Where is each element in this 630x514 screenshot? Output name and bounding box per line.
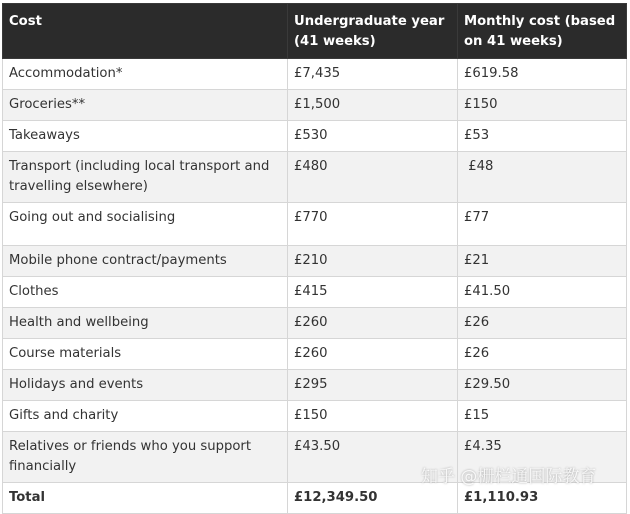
cost-cell: Holidays and events bbox=[3, 370, 288, 401]
year-cell: £295 bbox=[288, 370, 458, 401]
month-cell: £48 bbox=[458, 152, 627, 203]
cost-cell: Course materials bbox=[3, 339, 288, 370]
year-cell: £415 bbox=[288, 277, 458, 308]
month-cell: £15 bbox=[458, 401, 627, 432]
cost-cell: Takeaways bbox=[3, 121, 288, 152]
table-row bbox=[3, 277, 627, 308]
year-cell: £530 bbox=[288, 121, 458, 152]
year-cell: £7,435 bbox=[288, 59, 458, 90]
table-row bbox=[3, 401, 627, 432]
total-label: Total bbox=[3, 483, 288, 514]
year-cell: £770 bbox=[288, 203, 458, 246]
total-year-value: £12,349.50 bbox=[288, 483, 458, 514]
month-cell: £150 bbox=[458, 90, 627, 121]
year-cell: £43.50 bbox=[288, 432, 458, 483]
cost-cell: Gifts and charity bbox=[3, 401, 288, 432]
cost-cell: Relatives or friends who you support financially bbox=[3, 432, 288, 483]
table-row bbox=[3, 308, 627, 339]
table-header-row bbox=[3, 4, 627, 59]
year-cell: £480 bbox=[288, 152, 458, 203]
month-cell: £21 bbox=[458, 246, 627, 277]
table-row bbox=[3, 370, 627, 401]
cost-cell: Clothes bbox=[3, 277, 288, 308]
table-row bbox=[3, 121, 627, 152]
table-row bbox=[3, 59, 627, 90]
table-row bbox=[3, 152, 627, 203]
month-cell: £619.58 bbox=[458, 59, 627, 90]
year-cell: £210 bbox=[288, 246, 458, 277]
cost-cell: Going out and socialising bbox=[3, 203, 288, 246]
month-cell: £26 bbox=[458, 339, 627, 370]
header-cost: Cost bbox=[3, 4, 288, 59]
total-row bbox=[3, 483, 627, 514]
cost-cell: Mobile phone contract/payments bbox=[3, 246, 288, 277]
cost-table bbox=[2, 3, 627, 514]
watermark: 知乎 @栅栏通国际教育 bbox=[421, 467, 597, 487]
year-cell: £260 bbox=[288, 308, 458, 339]
header-undergraduate-year: Undergraduate year (41 weeks) bbox=[288, 4, 458, 59]
month-cell: £4.35 bbox=[458, 432, 627, 483]
header-monthly-cost: Monthly cost (based on 41 weeks) bbox=[458, 4, 627, 59]
table-row bbox=[3, 339, 627, 370]
month-cell: £29.50 bbox=[458, 370, 627, 401]
year-cell: £260 bbox=[288, 339, 458, 370]
cost-cell: Transport (including local transport and travelling elsewhere) bbox=[3, 152, 288, 203]
total-month-value: £1,110.93 bbox=[458, 483, 627, 514]
table-row bbox=[3, 246, 627, 277]
table-row bbox=[3, 203, 627, 246]
month-cell: £41.50 bbox=[458, 277, 627, 308]
month-cell: £26 bbox=[458, 308, 627, 339]
year-cell: £1,500 bbox=[288, 90, 458, 121]
cost-cell: Health and wellbeing bbox=[3, 308, 288, 339]
month-cell: £77 bbox=[458, 203, 627, 246]
cost-cell: Groceries** bbox=[3, 90, 288, 121]
cost-cell: Accommodation* bbox=[3, 59, 288, 90]
table-row bbox=[3, 90, 627, 121]
year-cell: £150 bbox=[288, 401, 458, 432]
month-cell: £53 bbox=[458, 121, 627, 152]
